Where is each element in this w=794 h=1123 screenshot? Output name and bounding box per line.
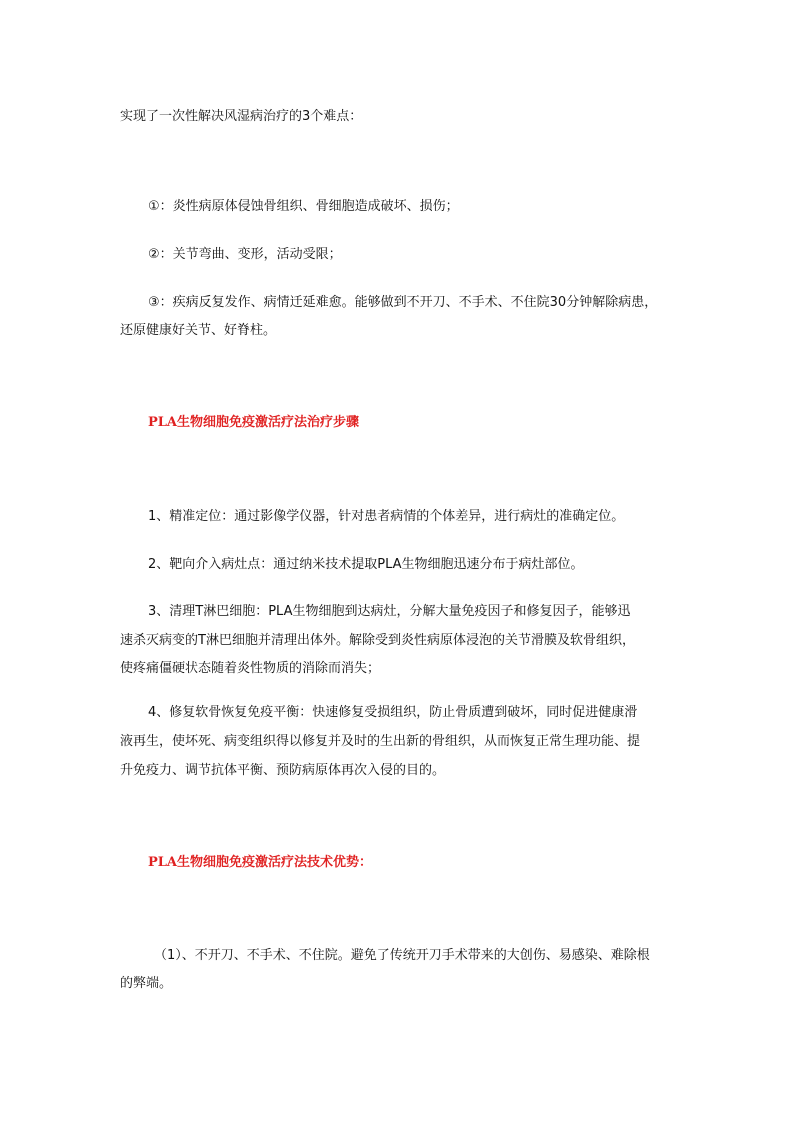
section-heading-advantages: PLA生物细胞免疫激活疗法技术优势： bbox=[148, 855, 373, 870]
difficulty-1: ①：炎性病原体侵蚀骨组织、骨细胞造成破坏、损伤； bbox=[148, 199, 459, 214]
advantage-1-line-1: （1）、不开刀、不手术、不住院。避免了传统开刀手术带来的大创伤、易感染、难除根 bbox=[154, 948, 650, 963]
step-4-line-3: 升免疫力、调节抗体平衡、预防病原体再次入侵的目的。 bbox=[120, 763, 446, 778]
step-3-line-3: 使疼痛僵硬状态随着炎性物质的消除而消失； bbox=[120, 661, 381, 676]
step-1: 1、精准定位：通过影像学仪器，针对患者病情的个体差异，进行病灶的准确定位。 bbox=[148, 509, 625, 524]
step-2: 2、靶向介入病灶点：通过纳米技术提取PLA生物细胞迅速分布于病灶部位。 bbox=[148, 557, 584, 572]
step-4-line-1: 4、修复软骨恢复免疫平衡：快速修复受损组织，防止骨质遭到破坏，同时促进健康滑 bbox=[148, 705, 638, 720]
difficulty-3-continued: 还原健康好关节、好脊柱。 bbox=[120, 323, 277, 338]
step-4-line-2: 液再生，使坏死、病变组织得以修复并及时的生出新的骨组织，从而恢复正常生理功能、提 bbox=[120, 734, 641, 749]
difficulty-3: ③：疾病反复发作、病情迁延难愈。能够做到不开刀、不手术、不住院30分钟解除病患， bbox=[148, 295, 658, 310]
difficulty-2: ②：关节弯曲、变形，活动受限； bbox=[148, 247, 342, 262]
section-heading-steps: PLA生物细胞免疫激活疗法治疗步骤 bbox=[148, 415, 360, 430]
advantage-1-line-2: 的弊端。 bbox=[120, 976, 173, 991]
step-3-line-2: 速杀灭病变的T淋巴细胞并清理出体外。解除受到炎性病原体浸泡的关节滑膜及软骨组织， bbox=[120, 633, 635, 648]
intro-text: 实现了一次性解决风湿病治疗的3个难点： bbox=[120, 109, 363, 124]
step-3-line-1: 3、清理T淋巴细胞：PLA生物细胞到达病灶，分解大量免疫因子和修复因子，能够迅 bbox=[148, 604, 631, 619]
